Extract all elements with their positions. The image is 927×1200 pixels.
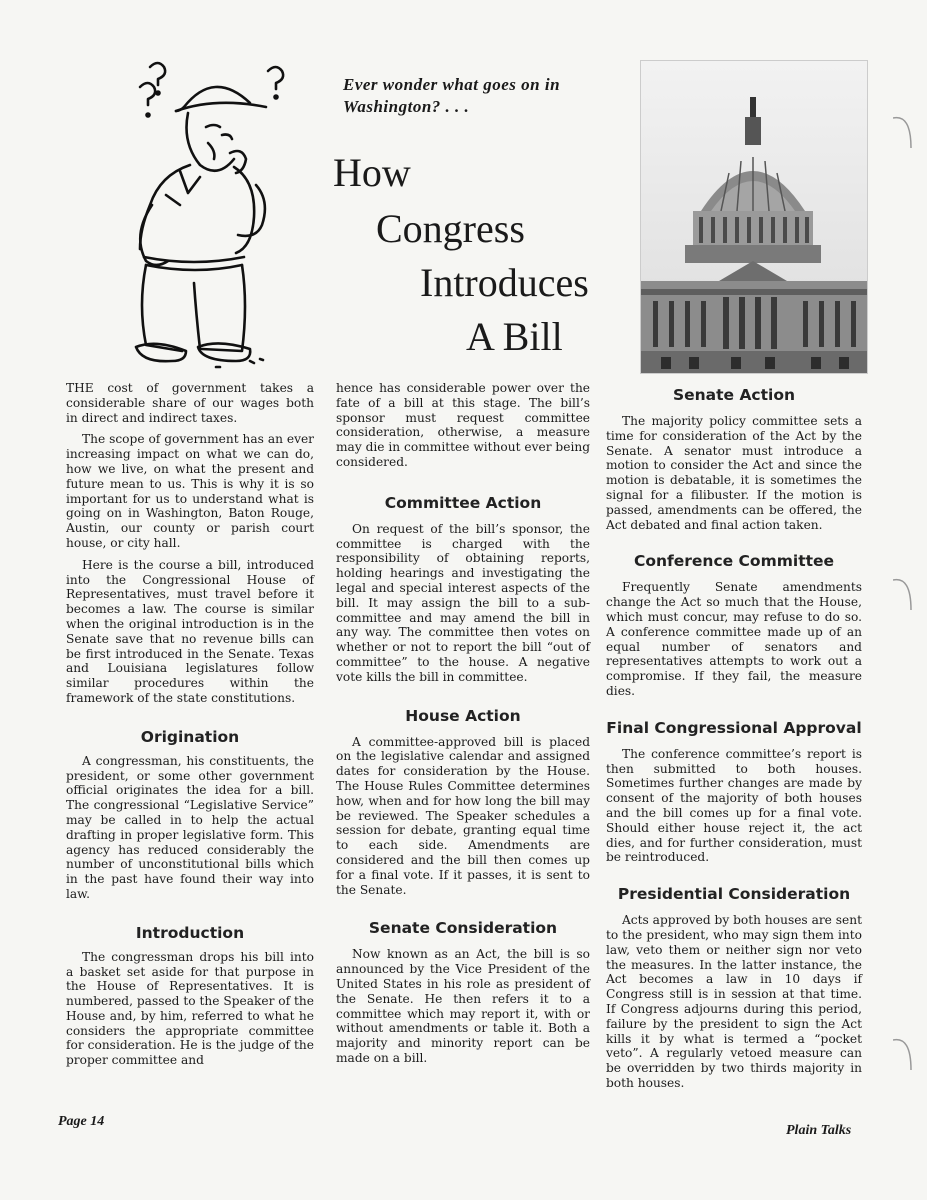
column-1 [66, 381, 314, 1075]
presidential-consideration-heading: Presidential Consideration [617, 885, 851, 904]
opening-paragraph: THE cost of government takes a considerable share of our wages both in direct and indirect taxes. [66, 381, 314, 425]
conference-committee-text: Frequently Senate amendments change the Act so much that the House, which must concur, may refuse to do so. A conference committee made up of an equal number of senators and representatives attempts to work out a compromise. If they fail, the measure dies. [606, 580, 862, 698]
senate-action-heading: Senate Action [672, 386, 796, 404]
senate-action-text: The majority policy committee sets a time for consideration of the Act by the Senate. A senator must introduce a motion to consider the Act and since the motion is debatable, it is sometimes the signal for a filibuster. If the motion is passed, amendments can be offered, the Act debated and final action taken. [606, 414, 862, 532]
origination-heading: Origination [140, 727, 240, 746]
origination-text: A congressman, his constituents, the president, or some other government official originates the idea for a bill. The congressional “Legislative Service” may be called in to help the actual drafting in proper legislative form. This agency has reduced considerably the number of unconstitutional bills which in the past have found their way into law. [66, 753, 314, 901]
introduction-heading: Introduction [135, 923, 245, 942]
continuation-text: hence has considerable power over the fate of a bill at this stage. The bill’s sponsor must request committee consideration, otherwise, a measure may die in committee without ever being considered. [336, 381, 590, 469]
final-approval-heading: Final Congressional Approval [606, 718, 862, 737]
title-line-2: Congress [376, 206, 525, 251]
conference-committee-heading: Conference Committee [633, 552, 835, 571]
cartoon-puzzled-worker [80, 55, 330, 375]
presidential-consideration-text: Acts approved by both houses are sent to the president, who may sign them into law, veto them or neither sign nor veto the measures. In the latter instance, the Act becomes a law in 10 days if Congress still is in session at that time. If Congress adjourns during this period, failure by the president to sign the Act kills it by what is termed a “pocket veto”. A regularly vetoed measure can be overridden by two thirds majority in both houses. [606, 913, 862, 1090]
committee-action-heading: Committee Action [384, 493, 542, 512]
binder-curl-middle [893, 576, 913, 612]
final-approval-text: The conference committee’s report is then submitted to both houses. Sometimes further changes are made by consent of the majority of both houses and the bill comes up for a final vote. Should either house reject it, the act dies, and for further consideration, must be reintroduced. [606, 746, 862, 865]
senate-consideration-text: Now known as an Act, the bill is so announced by the Vice President of the United States in his role as president of the Senate. He then refers it to a committee which may report it, with or without amendments or table it. Both a majority and minority report can be made on a bill. [336, 947, 590, 1065]
house-action-heading: House Action [405, 706, 521, 725]
title-line-1: How [333, 150, 411, 195]
house-action-text: A committee-approved bill is placed on the legislative calendar and assigned dates for consideration by the House. The House Rules Committee determines how, when and for how long the bill may be reviewed. The Speaker schedules a session for debate, granting equal time to each side. Amendments are considered and the bill then comes up for a final vote. If it passes, it is sent to the Senate. [336, 734, 590, 897]
title-line-4: A Bill [466, 314, 563, 359]
publication-name: Plain Talks [786, 1123, 852, 1138]
course-paragraph: Here is the course a bill, introduced into the Congressional House of Representatives, must travel before it becomes a law. The course is similar when the original introduction is in the Senate save that no revenue bills can be first introduced in the Senate. Texas and Louisiana legislatures follow similar procedures within the framework of the state constitutions. [66, 557, 314, 705]
scope-paragraph: The scope of government has an ever increasing impact on what we can do, how we live, on what the present and future mean to us. This is why it is so important for us to understand what is going on in Washington, Baton Rouge, Austin, our county or parish court house, or city hall. [66, 432, 314, 550]
capitol-building-image [641, 61, 867, 373]
binder-curl-bottom [893, 1036, 913, 1072]
binder-curl-top [893, 114, 913, 150]
senate-consideration-heading: Senate Consideration [368, 919, 558, 938]
intro-question: Ever wonder what goes on in Washington? . . . [343, 75, 561, 116]
page-number: Page 14 [58, 1114, 105, 1129]
introduction-text: The congressman drops his bill into a basket set aside for that purpose in the House of Representatives. It is numbered, passed to the Speaker of the House and, by him, referred to what he considers the appropriate committee for consideration. He is the judge of the proper committee and [66, 949, 314, 1068]
column-2 [336, 381, 590, 1073]
column-3 [606, 386, 862, 1098]
capitol-photo [640, 60, 868, 374]
cartoon-drawing [80, 55, 330, 375]
title-line-3: Introduces [420, 260, 589, 305]
committee-action-text: On request of the bill’s sponsor, the committee is charged with the responsibility of obtaining reports, holding hearings and investigating the legal and special interest aspects of the bill. It may assign the bill to a sub-committee and may amend the bill in any way. The committee then votes on whether or not to report the bill “out of committee” to the house. A negative vote kills the bill in committee. [336, 521, 590, 684]
